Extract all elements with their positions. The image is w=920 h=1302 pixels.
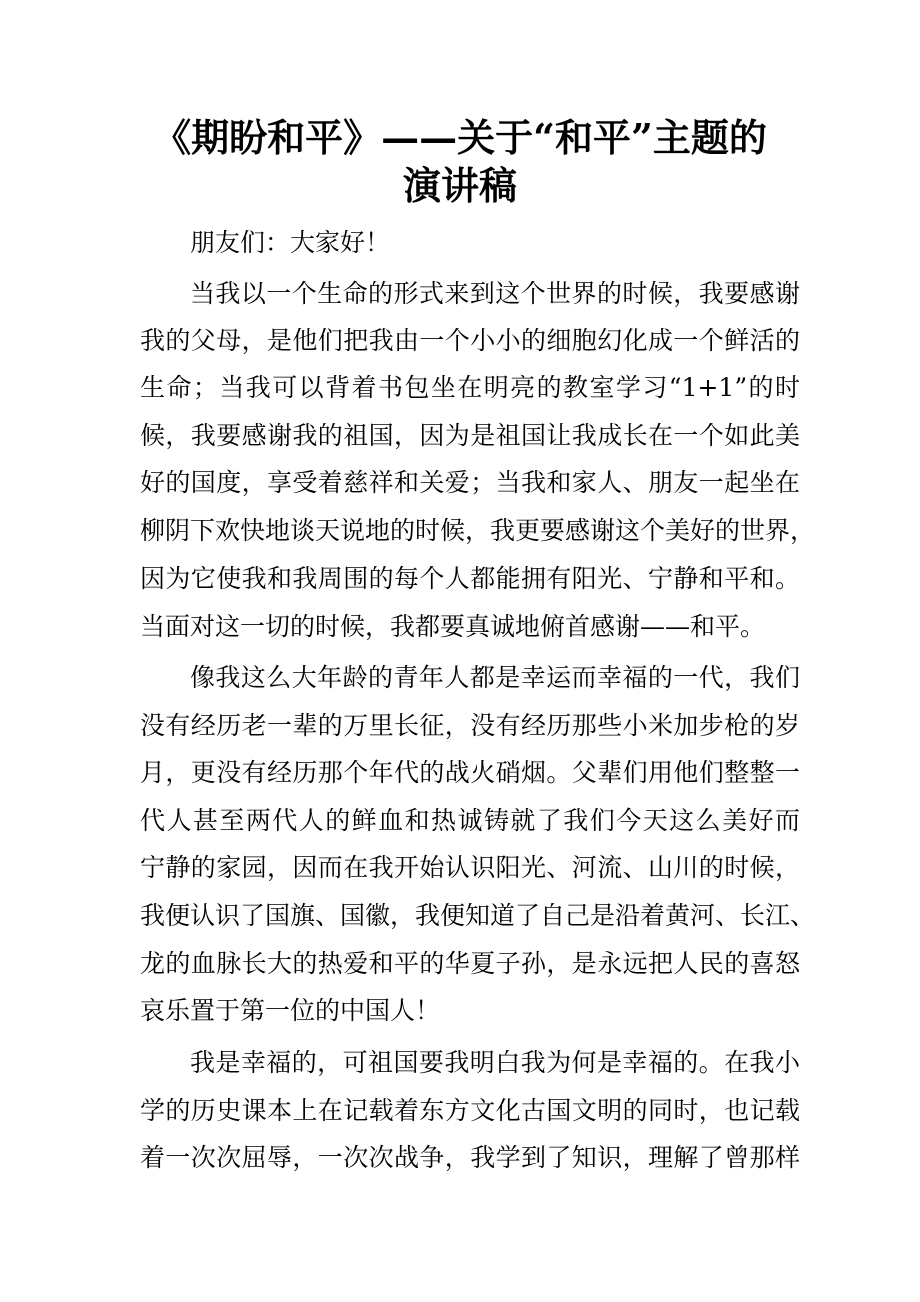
paragraph-line: 当我以一个生命的形式来到这个世界的时候，我要感谢 (190, 279, 800, 308)
paragraph-line: 我是幸福的，可祖国要我明白我为何是幸福的。在我小 (190, 1048, 800, 1077)
salutation-line: 朋友们：大家好！ (190, 228, 391, 257)
paragraph-line: 龙的血脉长大的热爱和平的华夏子孙，是永远把人民的喜怒 (140, 949, 800, 978)
paragraph-line: 像我这么大年龄的青年人都是幸运而幸福的一代，我们 (190, 663, 800, 692)
paragraph-line: 柳阴下欢快地谈天说地的时候，我更要感谢这个美好的世界， (140, 516, 816, 545)
paragraph-line: 我的父母，是他们把我由一个小小的细胞幻化成一个鲜活的 (140, 326, 800, 355)
paragraph-line: 好的国度，享受着慈祥和关爱；当我和家人、朋友一起坐在 (140, 468, 800, 497)
paragraph-line: 学的历史课本上在记载着东方文化古国文明的同时，也记载 (140, 1096, 800, 1125)
paragraph-line: 我便认识了国旗、国徽，我便知道了自己是沿着黄河、长江、 (140, 901, 816, 930)
paragraph-line: 候，我要感谢我的祖国，因为是祖国让我成长在一个如此美 (140, 421, 800, 450)
paragraph-line: 因为它使我和我周围的每个人都能拥有阳光、宁静和平和。 (140, 564, 800, 593)
paragraph-line: 哀乐置于第一位的中国人！ (140, 996, 441, 1025)
paragraph-line: 生命；当我可以背着书包坐在明亮的教室学习“1+1”的时 (140, 373, 800, 402)
paragraph-line: 代人甚至两代人的鲜血和热诚铸就了我们今天这么美好而 (140, 806, 800, 835)
paragraph-line: 宁静的家园，因而在我开始认识阳光、河流、山川的时候， (140, 853, 800, 882)
paragraph-line: 月，更没有经历那个年代的战火硝烟。父辈们用他们整整一 (140, 758, 800, 787)
paragraph-line: 着一次次屈辱，一次次战争，我学到了知识，理解了曾那样 (140, 1143, 800, 1172)
paragraph-line: 没有经历老一辈的万里长征，没有经历那些小米加步枪的岁 (140, 711, 800, 740)
paragraph-line: 当面对这一切的时候，我都要真诚地俯首感谢——和平。 (140, 612, 766, 641)
document-title-line-2: 演讲稿 (402, 163, 517, 208)
document-title-line-1: 《期盼和平》——关于“和平”主题的 (153, 115, 767, 160)
